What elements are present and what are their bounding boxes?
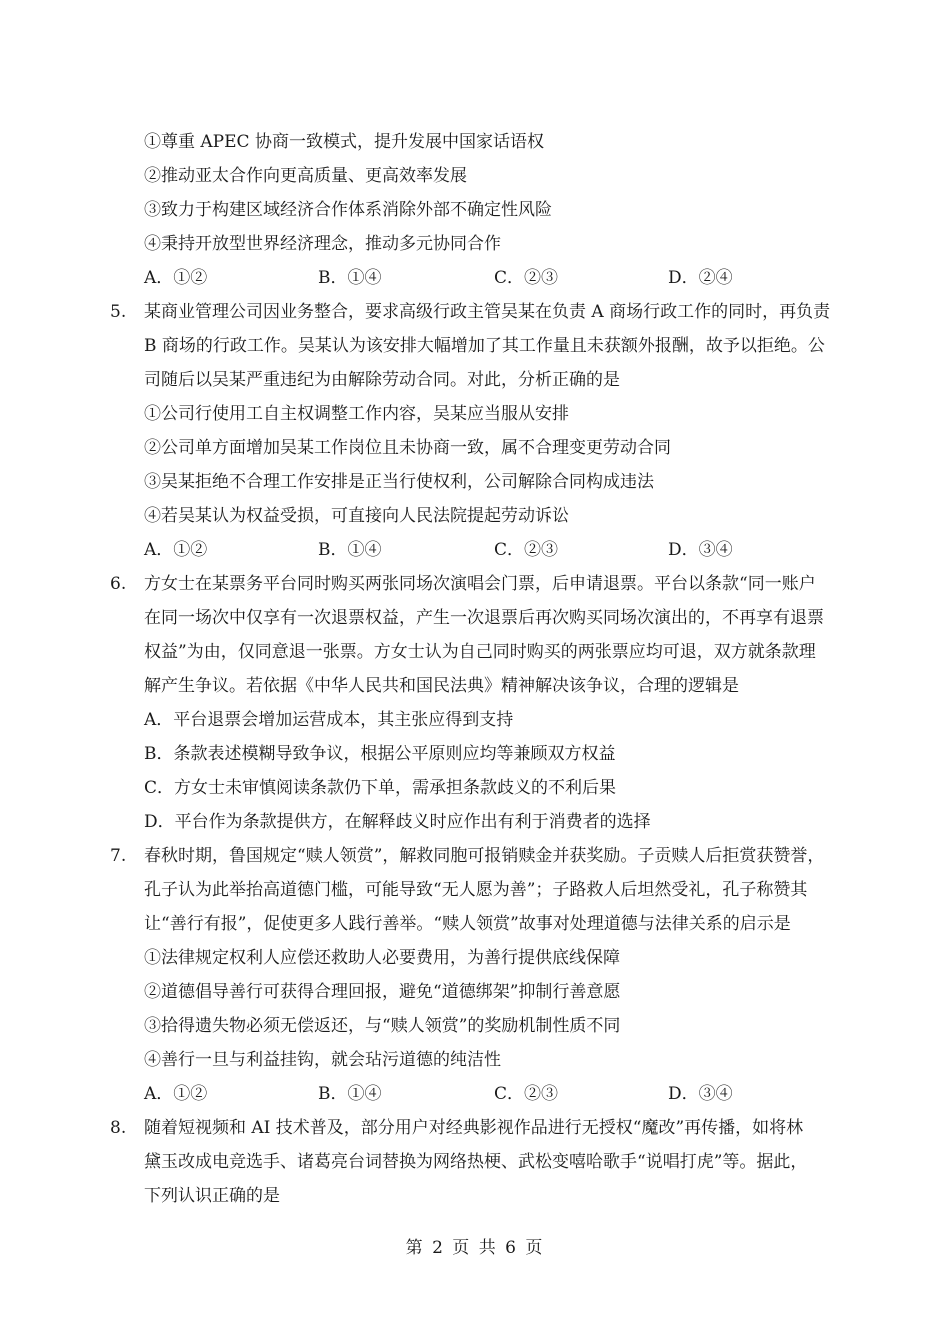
q7-stem-line-2: 孔子认为此举抬高道德门槛，可能导致“无人愿为善”；子路救人后坦然受礼，孔子称赞其 bbox=[144, 880, 808, 900]
q7-options bbox=[144, 1082, 844, 1106]
q5-option-d: D．③④ bbox=[668, 540, 733, 560]
q5-option-b: B．①④ bbox=[318, 540, 382, 560]
q7-number: 7. bbox=[110, 846, 127, 866]
q6-option-d: D．平台作为条款提供方，在解释歧义时应作出有利于消费者的选择 bbox=[144, 812, 651, 832]
q5-stem-line-3: 司随后以吴某严重违纪为由解除劳动合同。对此，分析正确的是 bbox=[144, 370, 620, 390]
q5-statement-1: ①公司行使用工自主权调整工作内容，吴某应当服从安排 bbox=[144, 404, 569, 424]
q4-option-a: A．①② bbox=[144, 268, 208, 288]
q4-statement-1: ①尊重 APEC 协商一致模式，提升发展中国家话语权 bbox=[144, 132, 544, 152]
q7-option-c: C．②③ bbox=[494, 1084, 559, 1104]
q7-statement-3: ③拾得遗失物必须无偿返还，与“赎人领赏”的奖励机制性质不同 bbox=[144, 1016, 621, 1036]
q6-stem-line-2: 在同一场次中仅享有一次退票权益，产生一次退票后再次购买同场次演出的，不再享有退票 bbox=[144, 608, 824, 628]
page-footer: 第 2 页 共 6 页 bbox=[405, 1238, 545, 1258]
q6-option-b: B．条款表述模糊导致争议，根据公平原则应均等兼顾双方权益 bbox=[144, 744, 616, 764]
q7-option-d: D．③④ bbox=[668, 1084, 733, 1104]
q7-stem-line-1: 春秋时期，鲁国规定“赎人领赏”，解救同胞可报销赎金并获奖励。子贡赎人后拒赏获赞誉， bbox=[144, 846, 825, 866]
q5-statement-2: ②公司单方面增加吴某工作岗位且未协商一致，属不合理变更劳动合同 bbox=[144, 438, 671, 458]
q4-option-c: C．②③ bbox=[494, 268, 559, 288]
q5-stem-line-1: 某商业管理公司因业务整合，要求高级行政主管吴某在负责 A 商场行政工作的同时，再负责 bbox=[144, 302, 831, 322]
q5-number: 5. bbox=[110, 302, 127, 322]
q6-option-c: C．方女士未审慎阅读条款仍下单，需承担条款歧义的不利后果 bbox=[144, 778, 617, 798]
q7-option-a: A．①② bbox=[144, 1084, 208, 1104]
q4-option-b: B．①④ bbox=[318, 268, 382, 288]
q8-stem-line-2: 黛玉改成电竞选手、诸葛亮台词替换为网络热梗、武松变嘻哈歌手“说唱打虎”等。据此， bbox=[144, 1152, 808, 1172]
q7-statement-4: ④善行一旦与利益挂钩，就会玷污道德的纯洁性 bbox=[144, 1050, 501, 1070]
q5-statement-3: ③吴某拒绝不合理工作安排是正当行使权利，公司解除合同构成违法 bbox=[144, 472, 654, 492]
q6-stem-line-1: 方女士在某票务平台同时购买两张同场次演唱会门票，后申请退票。平台以条款“同一账户 bbox=[144, 574, 816, 594]
q6-stem-line-4: 解产生争议。若依据《中华人民共和国民法典》精神解决该争议，合理的逻辑是 bbox=[144, 676, 739, 696]
q6-stem-line-3: 权益”为由，仅同意退一张票。方女士认为自己同时购买的两张票应均可退，双方就条款理 bbox=[144, 642, 816, 662]
q5-statement-4: ④若吴某认为权益受损，可直接向人民法院提起劳动诉讼 bbox=[144, 506, 569, 526]
q5-options bbox=[144, 538, 844, 562]
q4-statement-2: ②推动亚太合作向更高质量、更高效率发展 bbox=[144, 166, 467, 186]
q4-statement-4: ④秉持开放型世界经济理念，推动多元协同合作 bbox=[144, 234, 501, 254]
q8-stem-line-3: 下列认识正确的是 bbox=[144, 1186, 280, 1206]
q7-statement-2: ②道德倡导善行可获得合理回报，避免“道德绑架”抑制行善意愿 bbox=[144, 982, 621, 1002]
q5-option-c: C．②③ bbox=[494, 540, 559, 560]
q4-option-d: D．②④ bbox=[668, 268, 733, 288]
q5-option-a: A．①② bbox=[144, 540, 208, 560]
q8-stem-line-1: 随着短视频和 AI 技术普及，部分用户对经典影视作品进行无授权“魔改”再传播，如将林 bbox=[144, 1118, 804, 1138]
q6-option-a: A．平台退票会增加运营成本，其主张应得到支持 bbox=[144, 710, 514, 730]
q7-stem-line-3: 让“善行有报”，促使更多人践行善举。“赎人领赏”故事对处理道德与法律关系的启示是 bbox=[144, 914, 791, 934]
q5-stem-line-2: B 商场的行政工作。吴某认为该安排大幅增加了其工作量且未获额外报酬，故予以拒绝。公 bbox=[144, 336, 825, 356]
q8-number: 8. bbox=[110, 1118, 127, 1138]
q6-number: 6. bbox=[110, 574, 127, 594]
q4-statement-3: ③致力于构建区域经济合作体系消除外部不确定性风险 bbox=[144, 200, 552, 220]
q4-options bbox=[144, 266, 844, 290]
q7-statement-1: ①法律规定权利人应偿还救助人必要费用，为善行提供底线保障 bbox=[144, 948, 620, 968]
q7-option-b: B．①④ bbox=[318, 1084, 382, 1104]
